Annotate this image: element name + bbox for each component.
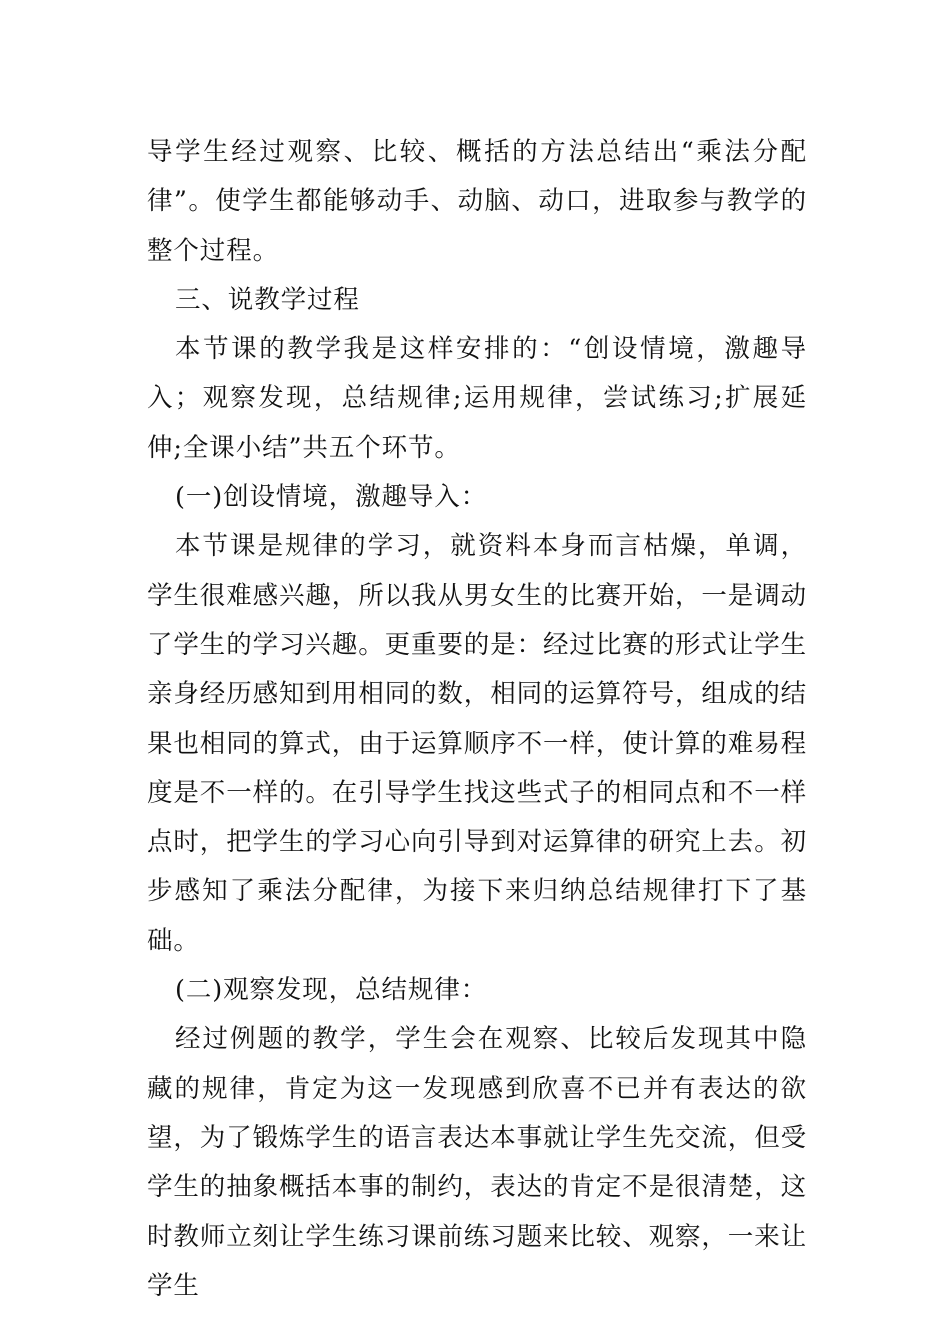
paragraph-continuation: 导学生经过观察、比较、概括的方法总结出“乘法分配律”。使学生都能够动手、动脑、动口，进取参与教学的整个过程。 xyxy=(147,137,807,266)
paragraph-observe-summarize: 经过例题的教学，学生会在观察、比较后发现其中隐藏的规律，肯定为这一发现感到欣喜不已并有表达的欲望，为了锻炼学生的语言表达本事就让学生先交流，但受学生的抽象概括本事的制约，表达的肯定不是很清楚，这时教师立刻让学生练习课前练习题来比较、观察，一来让学生 xyxy=(147,1024,808,1301)
paragraph-create-situation: 本节课是规律的学习，就资料本身而言枯燥，单调，学生很难感兴趣，所以我从男女生的比赛开始，一是调动了学生的学习兴趣。更重要的是：经过比赛的形式让学生亲身经历感知到用相同的数，相同的运算符号，组成的结果也相同的算式，由于运算顺序不一样，使计算的难易程度是不一样的。在引导学生找这些式子的相同点和不一样点时，把学生的学习心向引导到对运算律的研究上去。初步感知了乘法分配律，为接下来归纳总结规律打下了基础。 xyxy=(147,531,808,956)
subheading-create-situation: (一)创设情境，激趣导入： xyxy=(175,482,488,513)
paragraph-lesson-arrangement: 本节课的教学我是这样安排的：“创设情境，激趣导入；观察发现，总结规律;运用规律，尝试练习;扩展延伸;全课小结”共五个环节。 xyxy=(147,334,807,463)
section-heading-teaching-process: 三、说教学过程 xyxy=(175,284,360,315)
document-page xyxy=(147,128,807,1311)
subheading-observe-summarize: (二)观察发现，总结规律： xyxy=(175,975,488,1006)
